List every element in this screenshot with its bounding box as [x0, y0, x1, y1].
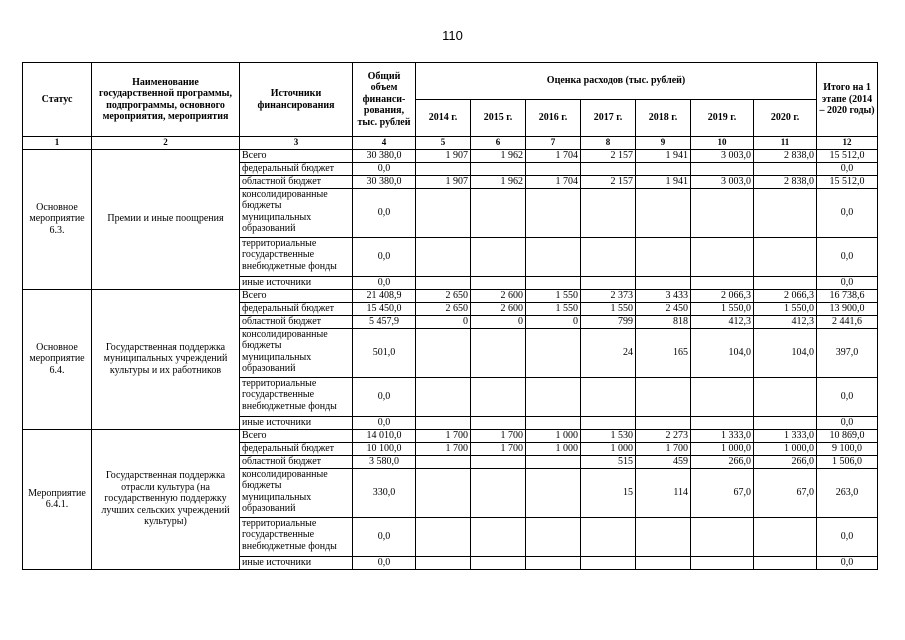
- source-cell: федеральный бюджет: [240, 302, 353, 315]
- itog-cell: 263,0: [817, 468, 878, 517]
- year-value-cell: 2 157: [581, 175, 636, 188]
- header-year: 2018 г.: [636, 100, 691, 137]
- source-cell: Всего: [240, 289, 353, 302]
- table-row: [23, 289, 878, 302]
- year-value-cell: [471, 276, 526, 289]
- source-cell: территориальные государственные внебюджетные фонды: [240, 377, 353, 416]
- year-value-cell: 0: [416, 315, 471, 328]
- year-value-cell: [754, 517, 817, 556]
- itog-cell: 2 441,6: [817, 315, 878, 328]
- year-value-cell: [636, 188, 691, 237]
- page-number: 110: [442, 28, 463, 43]
- itog-cell: 0,0: [817, 377, 878, 416]
- header-status: Статус: [23, 63, 92, 137]
- total-volume-cell: 0,0: [353, 276, 416, 289]
- year-value-cell: [471, 328, 526, 377]
- year-value-cell: [526, 517, 581, 556]
- total-volume-cell: 3 580,0: [353, 455, 416, 468]
- year-value-cell: 1 550: [526, 302, 581, 315]
- year-value-cell: 67,0: [691, 468, 754, 517]
- total-volume-cell: 501,0: [353, 328, 416, 377]
- year-value-cell: [636, 237, 691, 276]
- column-number: 12: [817, 137, 878, 150]
- year-value-cell: [416, 188, 471, 237]
- header-year: 2015 г.: [471, 100, 526, 137]
- column-number: 7: [526, 137, 581, 150]
- source-cell: областной бюджет: [240, 175, 353, 188]
- total-volume-cell: 10 100,0: [353, 442, 416, 455]
- year-value-cell: [416, 416, 471, 429]
- year-value-cell: [416, 468, 471, 517]
- itog-cell: 0,0: [817, 416, 878, 429]
- year-value-cell: 412,3: [691, 315, 754, 328]
- itog-cell: 0,0: [817, 517, 878, 556]
- source-cell: иные источники: [240, 276, 353, 289]
- year-value-cell: 1 550,0: [691, 302, 754, 315]
- year-value-cell: 2 273: [636, 429, 691, 442]
- table-row: [23, 429, 878, 442]
- year-value-cell: 2 066,3: [691, 289, 754, 302]
- year-value-cell: 2 650: [416, 289, 471, 302]
- year-value-cell: [471, 188, 526, 237]
- year-value-cell: 1 962: [471, 149, 526, 162]
- year-value-cell: [581, 416, 636, 429]
- year-value-cell: 104,0: [691, 328, 754, 377]
- year-value-cell: [416, 276, 471, 289]
- column-number: 9: [636, 137, 691, 150]
- total-volume-cell: 0,0: [353, 377, 416, 416]
- year-value-cell: 15: [581, 468, 636, 517]
- year-value-cell: 1 000,0: [754, 442, 817, 455]
- year-value-cell: [691, 237, 754, 276]
- year-value-cell: 0: [471, 315, 526, 328]
- year-value-cell: [471, 556, 526, 569]
- year-value-cell: 2 650: [416, 302, 471, 315]
- year-value-cell: [471, 468, 526, 517]
- year-value-cell: [416, 328, 471, 377]
- program-name-cell: Государственная поддержка муниципальных учреждений культуры и их работников: [92, 289, 240, 429]
- year-value-cell: [471, 517, 526, 556]
- program-name-cell: Премии и иные поощрения: [92, 149, 240, 289]
- column-number: 5: [416, 137, 471, 150]
- column-number: 11: [754, 137, 817, 150]
- column-number-row: [23, 137, 878, 150]
- header-year: 2017 г.: [581, 100, 636, 137]
- year-value-cell: [636, 416, 691, 429]
- year-value-cell: 104,0: [754, 328, 817, 377]
- year-value-cell: [754, 162, 817, 175]
- year-value-cell: 3 433: [636, 289, 691, 302]
- year-value-cell: 266,0: [691, 455, 754, 468]
- year-value-cell: [581, 162, 636, 175]
- source-cell: консолидированные бюджеты муниципальных образований: [240, 468, 353, 517]
- year-value-cell: 2 450: [636, 302, 691, 315]
- itog-cell: 0,0: [817, 188, 878, 237]
- year-value-cell: [754, 556, 817, 569]
- year-value-cell: [526, 556, 581, 569]
- header-year: 2020 г.: [754, 100, 817, 137]
- source-cell: Всего: [240, 429, 353, 442]
- year-value-cell: 1 704: [526, 149, 581, 162]
- header-name: Наименование государственной программы, подпрограммы, основного мероприятия, мероприятия: [92, 63, 240, 137]
- status-cell: Основное мероприятие 6.3.: [23, 149, 92, 289]
- total-volume-cell: 21 408,9: [353, 289, 416, 302]
- year-value-cell: 459: [636, 455, 691, 468]
- year-value-cell: 1 000: [581, 442, 636, 455]
- column-number: 4: [353, 137, 416, 150]
- total-volume-cell: 0,0: [353, 517, 416, 556]
- itog-cell: 0,0: [817, 237, 878, 276]
- year-value-cell: [526, 416, 581, 429]
- program-name-cell: Государственная поддержка отрасли культура (на государственную поддержку лучших сельских учреждений культуры): [92, 429, 240, 569]
- year-value-cell: [471, 377, 526, 416]
- year-value-cell: 799: [581, 315, 636, 328]
- year-value-cell: [636, 517, 691, 556]
- year-value-cell: 1 700: [416, 442, 471, 455]
- itog-cell: 1 506,0: [817, 455, 878, 468]
- itog-cell: 15 512,0: [817, 175, 878, 188]
- total-volume-cell: 0,0: [353, 237, 416, 276]
- year-value-cell: 1 704: [526, 175, 581, 188]
- total-volume-cell: 0,0: [353, 162, 416, 175]
- year-value-cell: 1 700: [416, 429, 471, 442]
- year-value-cell: [416, 237, 471, 276]
- year-value-cell: 1 000: [526, 442, 581, 455]
- year-value-cell: 2 066,3: [754, 289, 817, 302]
- column-number: 10: [691, 137, 754, 150]
- year-value-cell: [636, 377, 691, 416]
- total-volume-cell: 0,0: [353, 416, 416, 429]
- year-value-cell: [471, 455, 526, 468]
- header-year: 2016 г.: [526, 100, 581, 137]
- year-value-cell: 1 000: [526, 429, 581, 442]
- year-value-cell: 515: [581, 455, 636, 468]
- year-value-cell: [526, 237, 581, 276]
- source-cell: федеральный бюджет: [240, 162, 353, 175]
- itog-cell: 397,0: [817, 328, 878, 377]
- year-value-cell: [416, 556, 471, 569]
- itog-cell: 0,0: [817, 556, 878, 569]
- year-value-cell: [691, 517, 754, 556]
- source-cell: территориальные государственные внебюджетные фонды: [240, 237, 353, 276]
- itog-cell: 0,0: [817, 162, 878, 175]
- year-value-cell: 1 550,0: [754, 302, 817, 315]
- year-value-cell: [636, 276, 691, 289]
- itog-cell: 13 900,0: [817, 302, 878, 315]
- header-year: 2019 г.: [691, 100, 754, 137]
- year-value-cell: [581, 188, 636, 237]
- status-cell: Мероприятие 6.4.1.: [23, 429, 92, 569]
- year-value-cell: [754, 416, 817, 429]
- year-value-cell: [636, 556, 691, 569]
- source-cell: иные источники: [240, 416, 353, 429]
- table-row: [23, 149, 878, 162]
- header-estimate: Оценка расходов (тыс. рублей): [416, 63, 817, 100]
- year-value-cell: 1 962: [471, 175, 526, 188]
- year-value-cell: [526, 455, 581, 468]
- year-value-cell: 1 550: [581, 302, 636, 315]
- year-value-cell: 1 941: [636, 175, 691, 188]
- itog-cell: 9 100,0: [817, 442, 878, 455]
- year-value-cell: 1 333,0: [691, 429, 754, 442]
- year-value-cell: [691, 556, 754, 569]
- year-value-cell: 2 600: [471, 289, 526, 302]
- header-total-volume: Общий объем финанси-рования, тыс. рублей: [353, 63, 416, 137]
- header-itog: Итого на 1 этапе (2014 – 2020 годы): [817, 63, 878, 137]
- year-value-cell: [416, 455, 471, 468]
- year-value-cell: [581, 556, 636, 569]
- budget-table: [22, 62, 878, 570]
- column-number: 6: [471, 137, 526, 150]
- source-cell: территориальные государственные внебюджетные фонды: [240, 517, 353, 556]
- year-value-cell: 1 550: [526, 289, 581, 302]
- year-value-cell: [416, 517, 471, 556]
- year-value-cell: 1 700: [636, 442, 691, 455]
- total-volume-cell: 30 380,0: [353, 149, 416, 162]
- year-value-cell: [691, 162, 754, 175]
- year-value-cell: 1 907: [416, 149, 471, 162]
- year-value-cell: [754, 188, 817, 237]
- year-value-cell: [636, 162, 691, 175]
- year-value-cell: 2 838,0: [754, 149, 817, 162]
- year-value-cell: [526, 328, 581, 377]
- status-cell: Основное мероприятие 6.4.: [23, 289, 92, 429]
- year-value-cell: [526, 377, 581, 416]
- year-value-cell: 0: [526, 315, 581, 328]
- year-value-cell: [526, 162, 581, 175]
- year-value-cell: [471, 162, 526, 175]
- year-value-cell: [581, 237, 636, 276]
- year-value-cell: [754, 276, 817, 289]
- column-number: 8: [581, 137, 636, 150]
- year-value-cell: [691, 416, 754, 429]
- year-value-cell: 3 003,0: [691, 149, 754, 162]
- year-value-cell: 24: [581, 328, 636, 377]
- source-cell: иные источники: [240, 556, 353, 569]
- year-value-cell: 818: [636, 315, 691, 328]
- total-volume-cell: 0,0: [353, 188, 416, 237]
- year-value-cell: 2 600: [471, 302, 526, 315]
- year-value-cell: [581, 517, 636, 556]
- year-value-cell: [754, 377, 817, 416]
- year-value-cell: 2 157: [581, 149, 636, 162]
- year-value-cell: 1 700: [471, 442, 526, 455]
- year-value-cell: [471, 416, 526, 429]
- itog-cell: 16 738,6: [817, 289, 878, 302]
- source-cell: консолидированные бюджеты муниципальных образований: [240, 188, 353, 237]
- source-cell: областной бюджет: [240, 455, 353, 468]
- total-volume-cell: 5 457,9: [353, 315, 416, 328]
- year-value-cell: 3 003,0: [691, 175, 754, 188]
- year-value-cell: 1 530: [581, 429, 636, 442]
- year-value-cell: 1 907: [416, 175, 471, 188]
- year-value-cell: [526, 276, 581, 289]
- year-value-cell: 1 333,0: [754, 429, 817, 442]
- year-value-cell: [691, 377, 754, 416]
- year-value-cell: [754, 237, 817, 276]
- total-volume-cell: 330,0: [353, 468, 416, 517]
- year-value-cell: 67,0: [754, 468, 817, 517]
- total-volume-cell: 0,0: [353, 556, 416, 569]
- column-number: 3: [240, 137, 353, 150]
- source-cell: консолидированные бюджеты муниципальных образований: [240, 328, 353, 377]
- year-value-cell: [416, 162, 471, 175]
- year-value-cell: [581, 377, 636, 416]
- total-volume-cell: 14 010,0: [353, 429, 416, 442]
- year-value-cell: 1 000,0: [691, 442, 754, 455]
- source-cell: Всего: [240, 149, 353, 162]
- year-value-cell: 114: [636, 468, 691, 517]
- year-value-cell: 1 700: [471, 429, 526, 442]
- year-value-cell: [526, 468, 581, 517]
- total-volume-cell: 15 450,0: [353, 302, 416, 315]
- source-cell: федеральный бюджет: [240, 442, 353, 455]
- year-value-cell: 165: [636, 328, 691, 377]
- source-cell: областной бюджет: [240, 315, 353, 328]
- year-value-cell: [691, 188, 754, 237]
- table-body: [23, 149, 878, 569]
- column-number: 1: [23, 137, 92, 150]
- total-volume-cell: 30 380,0: [353, 175, 416, 188]
- itog-cell: 15 512,0: [817, 149, 878, 162]
- year-value-cell: [471, 237, 526, 276]
- year-value-cell: 412,3: [754, 315, 817, 328]
- year-value-cell: [526, 188, 581, 237]
- column-number: 2: [92, 137, 240, 150]
- header-sources: Источники финансирования: [240, 63, 353, 137]
- itog-cell: 0,0: [817, 276, 878, 289]
- year-value-cell: [691, 276, 754, 289]
- year-value-cell: 2 373: [581, 289, 636, 302]
- year-value-cell: [416, 377, 471, 416]
- year-value-cell: 2 838,0: [754, 175, 817, 188]
- year-value-cell: [581, 276, 636, 289]
- year-value-cell: 1 941: [636, 149, 691, 162]
- year-value-cell: 266,0: [754, 455, 817, 468]
- itog-cell: 10 869,0: [817, 429, 878, 442]
- header-year: 2014 г.: [416, 100, 471, 137]
